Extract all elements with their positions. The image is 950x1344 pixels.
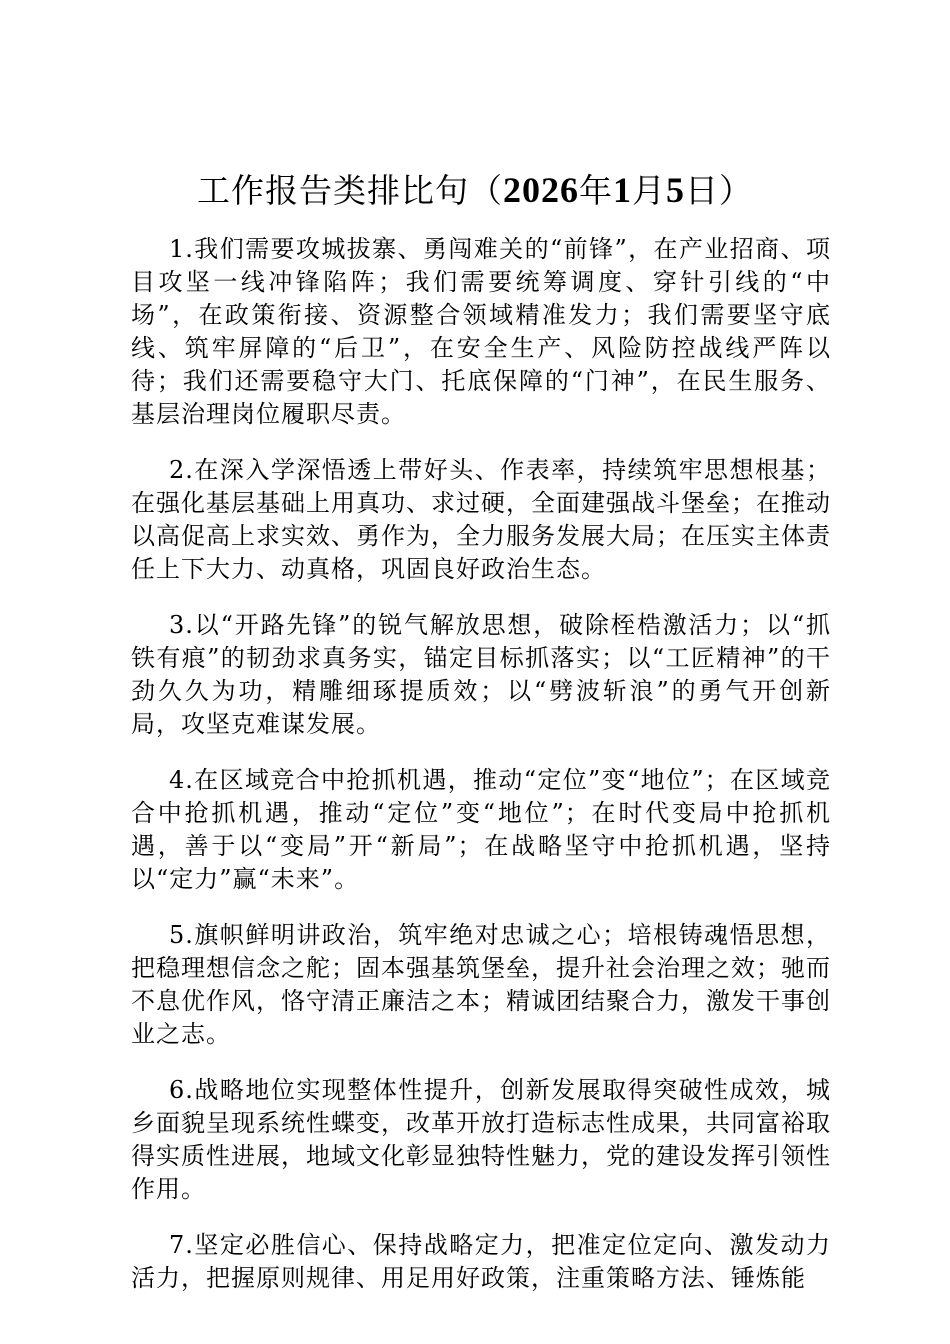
- paragraph-3: 3.以“开路先锋”的锐气解放思想，破除桎梏激活力；以“抓铁有痕”的韧劲求真务实，锚定目标抓落实；以“工匠精神”的干劲久久为功，精雕细琢提质效；以“劈波斩浪”的勇气开创新局，攻坚克难谋发展。: [131, 611, 831, 738]
- paragraph-2: 2.在深入学深悟透上带好头、作表率，持续筑牢思想根基；在强化基层基础上用真功、求过硬，全面建强战斗堡垒；在推动以高促高上求实效、勇作为，全力服务发展大局；在压实主体责任上下大力、动真格，巩固良好政治生态。: [131, 456, 831, 583]
- title-month-char: 月: [632, 171, 666, 210]
- title-year-char: 年: [579, 171, 613, 210]
- paragraph-5: 5.旗帜鲜明讲政治，筑牢绝对忠诚之心；培根铸魂悟思想，把稳理想信念之舵；固本强基筑堡垒，提升社会治理之效；驰而不息优作风，恪守清正廉洁之本；精诚团结聚合力，激发干事创业之志。: [131, 921, 831, 1048]
- paragraph-1: 1.我们需要攻城拔寨、勇闯难关的“前锋”，在产业招商、项目攻坚一线冲锋陷阵；我们需要统筹调度、穿针引线的“中场”，在政策衔接、资源整合领域精准发力；我们需要坚守底线、筑牢屏障的“后卫”，在安全生产、风险防控战线严阵以待；我们还需要稳守大门、托底保障的“门神”，在民生服务、基层治理岗位履职尽责。: [131, 235, 831, 428]
- title-prefix: 工作报告类排比句（: [197, 171, 503, 210]
- paragraph-7: 7.坚定必胜信心、保持战略定力，把准定位定向、激发动力活力，把握原则规律、用足用好政策，注重策略方法、锤炼能: [131, 1231, 831, 1292]
- paragraph-6: 6.战略地位实现整体性提升，创新发展取得突破性成效，城乡面貌呈现系统性蝶变，改革开放打造标志性成果，共同富裕取得实质性进展，地域文化彰显独特性魅力，党的建设发挥引领性作用。: [131, 1076, 831, 1203]
- title-month: 1: [613, 170, 632, 210]
- title-year: 2026: [503, 170, 579, 210]
- paragraph-4: 4.在区域竞合中抢抓机遇，推动“定位”变“地位”；在区域竞合中抢抓机遇，推动“定位”变“地位”；在时代变局中抢抓机遇，善于以“变局”开“新局”；在战略坚守中抢抓机遇，坚持以“定力”赢“未来”。: [131, 766, 831, 893]
- document-title: [0, 168, 950, 213]
- title-day: 5: [666, 170, 685, 210]
- document-body: [131, 233, 831, 1318]
- title-suffix: 日）: [685, 171, 753, 210]
